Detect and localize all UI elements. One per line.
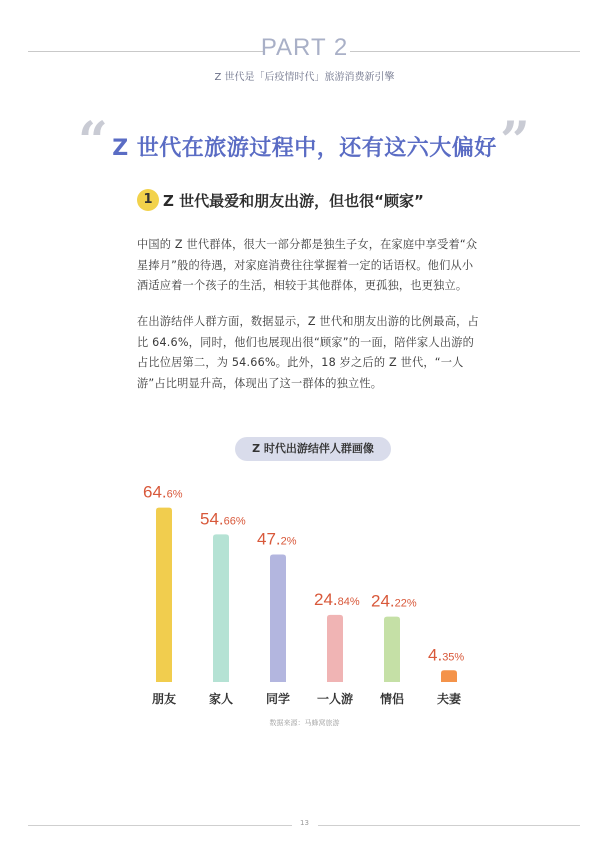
bar-value-label: 4.35% xyxy=(428,645,465,665)
chart-bar xyxy=(327,615,343,682)
body-paragraph: 中国的 Z 世代群体，很大一部分都是独生子女，在家庭中享受着“众星捧月”般的待遇，对家庭消费往往掌握着一定的话语权。他们从小酒适应着一个孩子的生活，相较于其他群体，更孤独，也更独立。 xyxy=(137,238,478,292)
chart-title: Z 时代出游结伴人群画像 xyxy=(252,442,374,455)
close-quote-icon: ” xyxy=(500,111,530,172)
section-number-badge: 1 xyxy=(137,189,159,211)
part-subtitle: Z 世代是「后疫情时代」旅游消费新引擎 xyxy=(214,72,395,83)
section-title: Z 世代最爱和朋友出游，但也很“顾家” xyxy=(163,192,424,210)
chart-bar xyxy=(384,617,400,682)
bar-value-label: 24.22% xyxy=(371,591,417,611)
bar-value-label: 64.6% xyxy=(143,482,183,502)
bar-value-label: 54.66% xyxy=(200,509,246,529)
chart-bar xyxy=(270,555,286,682)
category-tick-label: 朋友 xyxy=(151,692,177,706)
chart-bar xyxy=(441,670,457,682)
category-tick-label: 同学 xyxy=(265,692,291,706)
part-title: PART 2 xyxy=(260,34,349,61)
chart-bar xyxy=(213,534,229,682)
bar-value-label: 24.84% xyxy=(314,589,360,609)
chart-source: 数据来源：马蜂窝旅游 xyxy=(269,719,340,727)
chart-bar xyxy=(156,508,172,682)
page-number: 13 xyxy=(300,819,309,827)
page-headline: Z 世代在旅游过程中，还有这六大偏好 xyxy=(112,136,497,161)
body-paragraph: 在出游结伴人群方面，数据显示，Z 世代和朋友出游的比例最高，占比 64.6%，同时，他们也展现出很“顾家”的一面，陪伴家人出游的占比位居第二，为 54.66%。此外，18 岁之后的 Z 世代，“一人游”占比明显升高，体现出了这一群体的独立性。 xyxy=(137,315,479,390)
bar-value-label: 47.2% xyxy=(257,529,297,549)
category-tick-label: 家人 xyxy=(208,692,234,706)
category-tick-label: 夫妻 xyxy=(436,692,462,706)
category-tick-label: 一人游 xyxy=(316,692,354,706)
open-quote-icon: “ xyxy=(78,111,108,172)
category-tick-label: 情侣 xyxy=(379,692,405,706)
